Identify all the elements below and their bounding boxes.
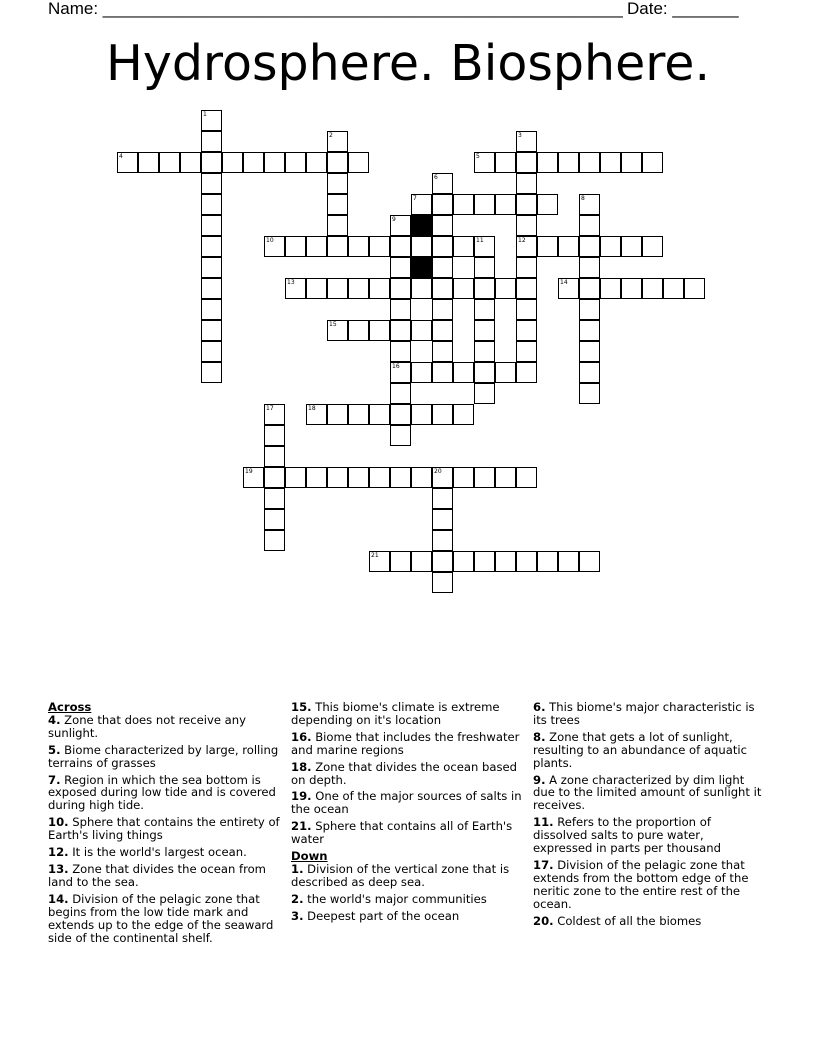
clue-number: 19 bbox=[245, 468, 253, 475]
crossword-cell[interactable] bbox=[348, 152, 369, 173]
clue-number: 10. bbox=[48, 815, 69, 830]
crossword-cell[interactable] bbox=[537, 152, 558, 173]
crossword-cell[interactable] bbox=[243, 467, 264, 488]
crossword-cell[interactable] bbox=[390, 383, 411, 404]
crossword-cell[interactable] bbox=[327, 152, 348, 173]
crossword-cell[interactable] bbox=[432, 257, 453, 278]
crossword-cell[interactable] bbox=[432, 530, 453, 551]
crossword-cell[interactable] bbox=[474, 236, 495, 257]
crossword-cell[interactable] bbox=[348, 236, 369, 257]
crossword-cell[interactable] bbox=[117, 152, 138, 173]
crossword-cell[interactable] bbox=[348, 404, 369, 425]
crossword-cell[interactable] bbox=[495, 551, 516, 572]
crossword-cell[interactable] bbox=[579, 194, 600, 215]
clue-text: 8. Zone that gets a lot of sunlight, resulting to an abundance of aquatic plants. bbox=[533, 729, 747, 770]
crossword-cell[interactable] bbox=[516, 467, 537, 488]
crossword-cell[interactable] bbox=[516, 194, 537, 215]
clue-number: 7 bbox=[413, 195, 417, 202]
crossword-cell[interactable] bbox=[642, 152, 663, 173]
crossword-cell[interactable] bbox=[327, 194, 348, 215]
clue-text: 3. Deepest part of the ocean bbox=[291, 908, 460, 923]
clue-number: 11 bbox=[476, 237, 484, 244]
crossword-cell[interactable] bbox=[432, 551, 453, 572]
clue-number: 12. bbox=[48, 845, 69, 860]
clue-number: 13. bbox=[48, 861, 69, 876]
black-square bbox=[411, 257, 432, 278]
crossword-cell[interactable] bbox=[432, 299, 453, 320]
crossword-cell[interactable] bbox=[348, 320, 369, 341]
clue-text: 10. Sphere that contains the entirety of Earth's living things bbox=[48, 815, 280, 843]
crossword-cell[interactable] bbox=[411, 320, 432, 341]
crossword-cell[interactable] bbox=[264, 488, 285, 509]
clue-number: 10 bbox=[266, 237, 274, 244]
crossword-cell[interactable] bbox=[432, 467, 453, 488]
clue-column-2 bbox=[291, 701, 523, 927]
clue-number: 18. bbox=[291, 759, 312, 774]
crossword-cell[interactable] bbox=[390, 551, 411, 572]
crossword-cell[interactable] bbox=[390, 236, 411, 257]
crossword-cell[interactable] bbox=[663, 278, 684, 299]
crossword-cell[interactable] bbox=[474, 362, 495, 383]
crossword-cell[interactable] bbox=[516, 152, 537, 173]
crossword-cell[interactable] bbox=[495, 467, 516, 488]
crossword-cell[interactable] bbox=[390, 425, 411, 446]
date-field-label[interactable]: Date: _______ bbox=[627, 0, 739, 18]
crossword-cell[interactable] bbox=[285, 236, 306, 257]
clue-number: 15. bbox=[291, 700, 312, 714]
clue-text: 12. It is the world's largest ocean. bbox=[48, 845, 247, 860]
clue-number: 21. bbox=[291, 819, 312, 834]
clue-text: 14. Division of the pelagic zone that begins from the low tide mark and extends up to the edge of the seaward side of the continental shelf. bbox=[48, 891, 274, 945]
clue-column-1 bbox=[48, 701, 280, 948]
crossword-cell[interactable] bbox=[621, 152, 642, 173]
crossword-cell[interactable] bbox=[558, 236, 579, 257]
crossword-cell[interactable] bbox=[411, 551, 432, 572]
crossword-cell[interactable] bbox=[453, 194, 474, 215]
crossword-cell[interactable] bbox=[579, 383, 600, 404]
crossword-cell[interactable] bbox=[516, 362, 537, 383]
crossword-cell[interactable] bbox=[390, 467, 411, 488]
crossword-cell[interactable] bbox=[264, 467, 285, 488]
crossword-cell[interactable] bbox=[264, 530, 285, 551]
crossword-cell[interactable] bbox=[516, 257, 537, 278]
crossword-cell[interactable] bbox=[369, 467, 390, 488]
crossword-cell[interactable] bbox=[159, 152, 180, 173]
clue-text: 2. the world's major communities bbox=[291, 891, 487, 906]
crossword-cell[interactable] bbox=[306, 278, 327, 299]
clue-text: 15. This biome's climate is extreme depending on it's location bbox=[291, 700, 500, 727]
crossword-cell[interactable] bbox=[474, 467, 495, 488]
crossword-cell[interactable] bbox=[432, 236, 453, 257]
crossword-cell[interactable] bbox=[390, 257, 411, 278]
crossword-cell[interactable] bbox=[579, 551, 600, 572]
crossword-cell[interactable] bbox=[432, 362, 453, 383]
name-field-label[interactable]: Name: _______________________________________________________ bbox=[48, 0, 623, 18]
crossword-cell[interactable] bbox=[264, 509, 285, 530]
crossword-cell[interactable] bbox=[579, 257, 600, 278]
crossword-cell[interactable] bbox=[348, 467, 369, 488]
crossword-cell[interactable] bbox=[201, 341, 222, 362]
clue-number: 16. bbox=[291, 729, 312, 744]
crossword-cell[interactable] bbox=[579, 152, 600, 173]
crossword-cell[interactable] bbox=[432, 278, 453, 299]
clue-number: 3 bbox=[518, 132, 522, 139]
clue-number: 7. bbox=[48, 772, 61, 787]
crossword-cell[interactable] bbox=[537, 236, 558, 257]
crossword-cell[interactable] bbox=[243, 152, 264, 173]
crossword-cell[interactable] bbox=[600, 152, 621, 173]
crossword-cell[interactable] bbox=[369, 551, 390, 572]
crossword-cell[interactable] bbox=[474, 152, 495, 173]
clue-number: 15 bbox=[329, 321, 337, 328]
crossword-cell[interactable] bbox=[411, 404, 432, 425]
crossword-cell[interactable] bbox=[369, 236, 390, 257]
crossword-cell[interactable] bbox=[537, 551, 558, 572]
crossword-cell[interactable] bbox=[474, 551, 495, 572]
crossword-cell[interactable] bbox=[138, 152, 159, 173]
clue-text: 20. Coldest of all the biomes bbox=[533, 913, 702, 928]
clue-number: 19. bbox=[291, 789, 312, 804]
clue-text: 16. Biome that includes the freshwater and marine regions bbox=[291, 729, 520, 757]
crossword-cell[interactable] bbox=[474, 299, 495, 320]
crossword-cell[interactable] bbox=[621, 278, 642, 299]
crossword-cell[interactable] bbox=[516, 131, 537, 152]
clue-number: 17. bbox=[533, 857, 554, 872]
crossword-cell[interactable] bbox=[285, 467, 306, 488]
crossword-cell[interactable] bbox=[201, 131, 222, 152]
crossword-cell[interactable] bbox=[432, 488, 453, 509]
crossword-cell[interactable] bbox=[201, 257, 222, 278]
clue-number: 6. bbox=[533, 700, 546, 714]
crossword-cell[interactable] bbox=[327, 215, 348, 236]
crossword-cell[interactable] bbox=[369, 404, 390, 425]
clue-number: 14 bbox=[560, 279, 568, 286]
clue-text: 17. Division of the pelagic zone that extends from the bottom edge of the neritic zone to the entire rest of the ocean. bbox=[533, 857, 749, 911]
page-title: Hydrosphere. Biosphere. bbox=[105, 35, 711, 92]
crossword-cell[interactable] bbox=[201, 236, 222, 257]
crossword-cell[interactable] bbox=[222, 152, 243, 173]
down-heading: Down bbox=[291, 849, 328, 864]
clue-text: 11. Refers to the proportion of dissolved salts to pure water, expressed in parts per thousand bbox=[533, 815, 721, 856]
clue-number: 6 bbox=[434, 174, 438, 181]
crossword-cell[interactable] bbox=[495, 194, 516, 215]
crossword-cell[interactable] bbox=[327, 278, 348, 299]
crossword-cell[interactable] bbox=[558, 152, 579, 173]
clue-text: 6. This biome's major characteristic is its trees bbox=[533, 700, 755, 727]
crossword-cell[interactable] bbox=[201, 320, 222, 341]
crossword-cell[interactable] bbox=[327, 236, 348, 257]
crossword-cell[interactable] bbox=[642, 278, 663, 299]
crossword-cell[interactable] bbox=[201, 362, 222, 383]
crossword-cell[interactable] bbox=[516, 299, 537, 320]
clue-number: 12 bbox=[518, 237, 526, 244]
crossword-cell[interactable] bbox=[432, 404, 453, 425]
crossword-cell[interactable] bbox=[537, 194, 558, 215]
crossword-cell[interactable] bbox=[453, 236, 474, 257]
crossword-cell[interactable] bbox=[264, 404, 285, 425]
crossword-cell[interactable] bbox=[516, 215, 537, 236]
crossword-cell[interactable] bbox=[432, 509, 453, 530]
crossword-cell[interactable] bbox=[411, 194, 432, 215]
clue-column-3 bbox=[533, 701, 765, 932]
clue-number: 2. bbox=[291, 891, 304, 906]
clue-number: 4 bbox=[119, 153, 123, 160]
clue-number: 9. bbox=[533, 772, 546, 787]
crossword-cell[interactable] bbox=[453, 362, 474, 383]
clue-number: 20 bbox=[434, 468, 442, 475]
crossword-cell[interactable] bbox=[516, 551, 537, 572]
crossword-cell[interactable] bbox=[390, 341, 411, 362]
crossword-cell[interactable] bbox=[327, 131, 348, 152]
crossword-cell[interactable] bbox=[453, 278, 474, 299]
crossword-cell[interactable] bbox=[327, 320, 348, 341]
crossword-cell[interactable] bbox=[201, 152, 222, 173]
crossword-cell[interactable] bbox=[558, 551, 579, 572]
crossword-cell[interactable] bbox=[579, 320, 600, 341]
crossword-cell[interactable] bbox=[264, 446, 285, 467]
crossword-cell[interactable] bbox=[201, 278, 222, 299]
crossword-cell[interactable] bbox=[306, 236, 327, 257]
crossword-cell[interactable] bbox=[579, 362, 600, 383]
crossword-cell[interactable] bbox=[474, 341, 495, 362]
clue-number: 1 bbox=[203, 111, 207, 118]
crossword-cell[interactable] bbox=[327, 467, 348, 488]
clue-number: 13 bbox=[287, 279, 295, 286]
clue-number: 3. bbox=[291, 908, 304, 923]
crossword-cell[interactable] bbox=[474, 383, 495, 404]
clue-number: 2 bbox=[329, 132, 333, 139]
crossword-cell[interactable] bbox=[453, 404, 474, 425]
crossword-cell[interactable] bbox=[201, 110, 222, 131]
clue-number: 17 bbox=[266, 405, 274, 412]
crossword-cell[interactable] bbox=[201, 215, 222, 236]
crossword-cell[interactable] bbox=[306, 404, 327, 425]
clue-number: 14. bbox=[48, 891, 69, 906]
clue-number: 5. bbox=[48, 742, 61, 757]
crossword-cell[interactable] bbox=[390, 299, 411, 320]
crossword-cell[interactable] bbox=[285, 152, 306, 173]
clue-number: 20. bbox=[533, 913, 554, 928]
crossword-cell[interactable] bbox=[390, 404, 411, 425]
crossword-cell[interactable] bbox=[390, 320, 411, 341]
crossword-cell[interactable] bbox=[390, 215, 411, 236]
clue-text: 7. Region in which the sea bottom is exposed during low tide and is covered during high tide. bbox=[48, 772, 276, 813]
crossword-cell[interactable] bbox=[495, 278, 516, 299]
crossword-cell[interactable] bbox=[516, 341, 537, 362]
crossword-cell[interactable] bbox=[201, 194, 222, 215]
crossword-cell[interactable] bbox=[369, 320, 390, 341]
crossword-cell[interactable] bbox=[264, 236, 285, 257]
across-heading: Across bbox=[48, 700, 92, 714]
crossword-cell[interactable] bbox=[600, 278, 621, 299]
crossword-cell[interactable] bbox=[516, 236, 537, 257]
crossword-cell[interactable] bbox=[432, 173, 453, 194]
clue-text: 4. Zone that does not receive any sunlight. bbox=[48, 712, 246, 740]
crossword-cell[interactable] bbox=[264, 152, 285, 173]
crossword-cell[interactable] bbox=[369, 278, 390, 299]
crossword-cell[interactable] bbox=[474, 278, 495, 299]
crossword-cell[interactable] bbox=[684, 278, 705, 299]
clue-number: 16 bbox=[392, 363, 400, 370]
crossword-cell[interactable] bbox=[621, 236, 642, 257]
crossword-cell[interactable] bbox=[411, 236, 432, 257]
crossword-cell[interactable] bbox=[516, 320, 537, 341]
clue-number: 9 bbox=[392, 216, 396, 223]
crossword-cell[interactable] bbox=[474, 194, 495, 215]
crossword-cell[interactable] bbox=[306, 467, 327, 488]
header bbox=[0, 0, 816, 22]
crossword-cell[interactable] bbox=[516, 173, 537, 194]
crossword-cell[interactable] bbox=[642, 236, 663, 257]
clue-text: 13. Zone that divides the ocean from land to the sea. bbox=[48, 861, 266, 889]
crossword-cell[interactable] bbox=[348, 278, 369, 299]
crossword-cell[interactable] bbox=[453, 551, 474, 572]
crossword-cell[interactable] bbox=[432, 320, 453, 341]
crossword-cell[interactable] bbox=[411, 362, 432, 383]
crossword-cell[interactable] bbox=[390, 278, 411, 299]
clue-text: 19. One of the major sources of salts in the ocean bbox=[291, 789, 522, 817]
crossword-cell[interactable] bbox=[579, 236, 600, 257]
crossword-cell[interactable] bbox=[600, 236, 621, 257]
clue-text: 1. Division of the vertical zone that is described as deep sea. bbox=[291, 861, 510, 889]
crossword-cell[interactable] bbox=[411, 467, 432, 488]
clue-number: 11. bbox=[533, 815, 554, 830]
crossword-cell[interactable] bbox=[432, 341, 453, 362]
crossword-cell[interactable] bbox=[180, 152, 201, 173]
black-square bbox=[411, 215, 432, 236]
crossword-cell[interactable] bbox=[579, 341, 600, 362]
clue-number: 18 bbox=[308, 405, 316, 412]
crossword-cell[interactable] bbox=[411, 278, 432, 299]
crossword-cell[interactable] bbox=[579, 215, 600, 236]
clue-number: 5 bbox=[476, 153, 480, 160]
crossword-cell[interactable] bbox=[264, 425, 285, 446]
clue-number: 4. bbox=[48, 712, 61, 727]
crossword-cell[interactable] bbox=[432, 194, 453, 215]
clue-number: 21 bbox=[371, 552, 379, 559]
clue-text: 5. Biome characterized by large, rolling terrains of grasses bbox=[48, 742, 279, 770]
clue-text: 21. Sphere that contains all of Earth's water bbox=[291, 819, 513, 847]
crossword-cell[interactable] bbox=[327, 404, 348, 425]
clue-number: 1. bbox=[291, 861, 304, 876]
crossword-cell[interactable] bbox=[390, 362, 411, 383]
crossword-cell[interactable] bbox=[495, 362, 516, 383]
clue-text: 18. Zone that divides the ocean based on depth. bbox=[291, 759, 517, 787]
crossword-cell[interactable] bbox=[201, 173, 222, 194]
crossword-cell[interactable] bbox=[516, 278, 537, 299]
crossword-cell[interactable] bbox=[432, 215, 453, 236]
crossword-cell[interactable] bbox=[432, 572, 453, 593]
crossword-cell[interactable] bbox=[306, 152, 327, 173]
crossword-cell[interactable] bbox=[474, 320, 495, 341]
crossword-cell[interactable] bbox=[579, 299, 600, 320]
crossword-cell[interactable] bbox=[327, 173, 348, 194]
clue-text: 9. A zone characterized by dim light due to the limited amount of sunlight it receives. bbox=[533, 772, 762, 813]
clue-number: 8 bbox=[581, 195, 585, 202]
crossword-cell[interactable] bbox=[558, 278, 579, 299]
crossword-cell[interactable] bbox=[474, 257, 495, 278]
clue-number: 8. bbox=[533, 729, 546, 744]
crossword-cell[interactable] bbox=[579, 278, 600, 299]
crossword-cell[interactable] bbox=[201, 299, 222, 320]
crossword-cell[interactable] bbox=[495, 152, 516, 173]
crossword-cell[interactable] bbox=[453, 467, 474, 488]
crossword-cell[interactable] bbox=[285, 278, 306, 299]
